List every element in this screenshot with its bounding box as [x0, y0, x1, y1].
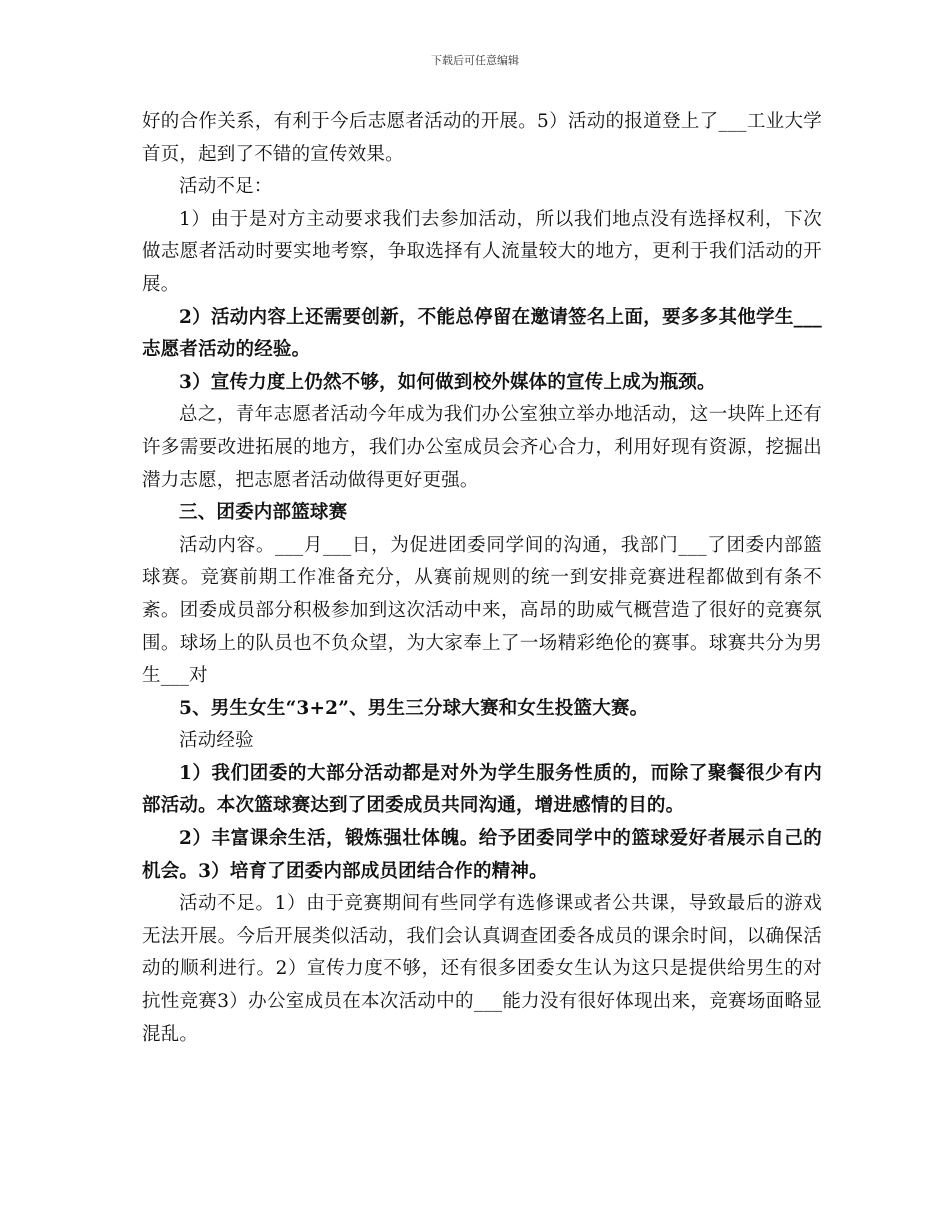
paragraph-experience-heading: 活动经验	[179, 730, 254, 752]
paragraph-experience-2: 2）丰富课余生活，锻炼强壮体魄。给予团委同学中的篮球爱好者展示自己的机会。3）培育了团委内部成员团结合作的精神。	[142, 828, 822, 882]
page-header: 下载后可任意编辑	[431, 54, 519, 67]
document-body	[142, 106, 822, 1051]
paragraph-activity-content: 活动内容。___月___日，为促进团委同学间的沟通，我部门___了团委内部篮球赛。竞赛前期工作准备充分，从赛前规则的统一到安排竞赛进程都做到有条不紊。团委成员部分积极参加到这次活动中来，高昂的助威气概营造了很好的竞赛氛围。球场上的队员也不负众望，为大家奉上了一场精彩绝伦的赛事。球赛共分为男生___对	[142, 534, 822, 687]
paragraph-competition-types: 5、男生女生“3+2”、男生三分球大赛和女生投篮大赛。	[179, 697, 649, 719]
paragraph-basketball-shortcomings: 活动不足。1）由于竞赛期间有些同学有选修课或者公共课，导致最后的游戏无法开展。今后开展类似活动，我们会认真调查团委各成员的课余时间，以确保活动的顺利进行。2）宣传力度不够，还有很多团委女生认为这只是提供给男生的对抗性竞赛3）办公室成员在本次活动中的___能力没有很好体现出来，竞赛场面略显混乱。	[142, 893, 822, 1045]
paragraph-shortcoming-location: 1）由于是对方主动要求我们去参加活动，所以我们地点没有选择权利，下次做志愿者活动时要实地考察，争取选择有人流量较大的地方，更利于我们活动的开展。	[142, 208, 822, 295]
paragraph-shortcoming-content: 2）活动内容上还需要创新，不能总停留在邀请签名上面，要多多其他学生___志愿者活动的经验。	[142, 306, 822, 361]
paragraph-experience-1: 1）我们团委的大部分活动都是对外为学生服务性质的，而除了聚餐很少有内部活动。本次篮球赛达到了团委成员共同沟通，增进感情的目的。	[142, 762, 822, 817]
paragraph-shortcoming-publicity: 3）宣传力度上仍然不够，如何做到校外媒体的宣传上成为瓶颈。	[179, 371, 716, 393]
paragraph-shortcomings-heading: 活动不足：	[179, 176, 273, 198]
paragraph-summary: 总之，青年志愿者活动今年成为我们办公室独立举办地活动，这一块阵上还有许多需要改进拓展的地方，我们办公室成员会齐心合力，利用好现有资源，挖掘出潜力志愿，把志愿者活动做得更好更强。	[142, 404, 822, 491]
paragraph-cooperation: 好的合作关系，有利于今后志愿者活动的开展。5）活动的报道登上了___工业大学首页，起到了不错的宣传效果。	[142, 111, 822, 165]
section-heading-basketball: 三、团委内部篮球赛	[179, 502, 348, 524]
